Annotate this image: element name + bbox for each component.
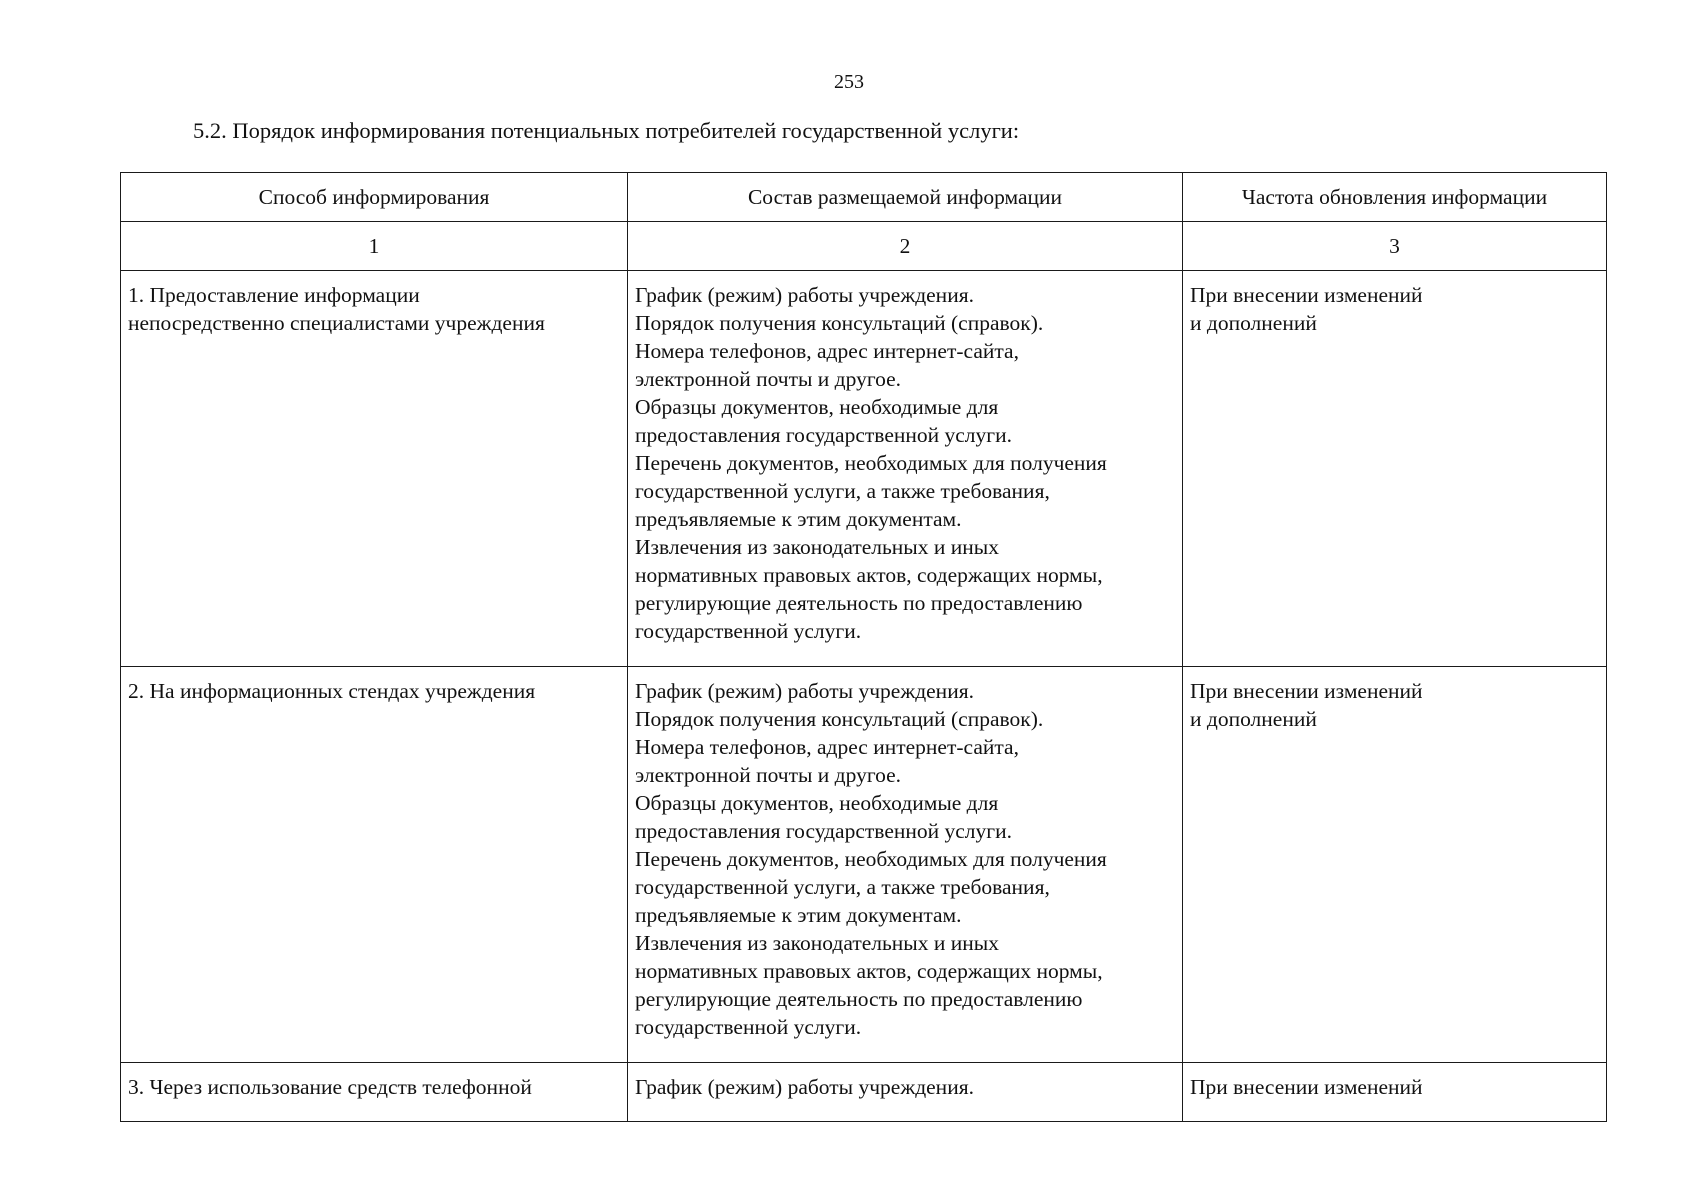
frequency-line: и дополнений (1190, 707, 1317, 731)
content-line: Перечень документов, необходимых для получения (635, 451, 1107, 475)
method-cell (121, 271, 628, 667)
content-line: регулирующие деятельность по предоставлению (635, 591, 1083, 615)
content-line: государственной услуги, а также требования, (635, 875, 1050, 899)
header-row (121, 173, 1607, 222)
content-line: Извлечения из законодательных и иных (635, 931, 999, 955)
table-row (121, 271, 1607, 667)
content-line: электронной почты и другое. (635, 763, 902, 787)
content-line: Номера телефонов, адрес интернет-сайта, (635, 339, 1019, 363)
content-line: государственной услуги, а также требования, (635, 479, 1050, 503)
content-line: регулирующие деятельность по предоставлению (635, 987, 1083, 1011)
column-number-row (121, 222, 1607, 271)
content-line: предоставления государственной услуги. (635, 819, 1012, 843)
page-number: 253 (834, 71, 864, 93)
information-table (120, 172, 1607, 1122)
content-line: График (режим) работы учреждения. (635, 679, 974, 703)
content-line: предоставления государственной услуги. (635, 423, 1012, 447)
frequency-cell (1183, 1063, 1607, 1122)
method-line: непосредственно специалистами учреждения (128, 311, 545, 335)
frequency-cell (1183, 271, 1607, 667)
table-row (121, 1063, 1607, 1122)
frequency-line: и дополнений (1190, 311, 1317, 335)
frequency-line: При внесении изменений (1190, 283, 1423, 307)
content-line: Перечень документов, необходимых для получения (635, 847, 1107, 871)
content-cell (628, 271, 1183, 667)
content-line: График (режим) работы учреждения. (635, 1075, 974, 1099)
method-line: 2. На информационных стендах учреждения (128, 679, 536, 703)
frequency-line: При внесении изменений (1190, 679, 1423, 703)
method-line: 3. Через использование средств телефонной (128, 1075, 532, 1099)
content-cell (628, 1063, 1183, 1122)
method-cell (121, 1063, 628, 1122)
frequency-line: При внесении изменений (1190, 1075, 1423, 1099)
method-cell (121, 667, 628, 1063)
content-line: Номера телефонов, адрес интернет-сайта, (635, 735, 1019, 759)
content-line: государственной услуги. (635, 1015, 862, 1039)
content-line: Порядок получения консультаций (справок). (635, 707, 1044, 731)
header-frequency: Частота обновления информации (1183, 173, 1607, 222)
content-line: нормативных правовых актов, содержащих нормы, (635, 563, 1103, 587)
frequency-cell (1183, 667, 1607, 1063)
header-method: Способ информирования (121, 173, 628, 222)
content-line: предъявляемые к этим документам. (635, 903, 962, 927)
content-line: государственной услуги. (635, 619, 862, 643)
content-line: Образцы документов, необходимые для (635, 395, 999, 419)
content-line: Порядок получения консультаций (справок). (635, 311, 1044, 335)
method-line: 1. Предоставление информации (128, 283, 420, 307)
content-cell (628, 667, 1183, 1063)
column-number: 3 (1183, 222, 1607, 271)
content-line: Извлечения из законодательных и иных (635, 535, 999, 559)
content-line: предъявляемые к этим документам. (635, 507, 962, 531)
content-line: электронной почты и другое. (635, 367, 902, 391)
content-line: Образцы документов, необходимые для (635, 791, 999, 815)
content-line: График (режим) работы учреждения. (635, 283, 974, 307)
header-content: Состав размещаемой информации (628, 173, 1183, 222)
column-number: 2 (628, 222, 1183, 271)
content-line: нормативных правовых актов, содержащих нормы, (635, 959, 1103, 983)
table-row (121, 667, 1607, 1063)
column-number: 1 (121, 222, 628, 271)
section-heading: 5.2. Порядок информирования потенциальных потребителей государственной услуги: (193, 118, 1020, 143)
